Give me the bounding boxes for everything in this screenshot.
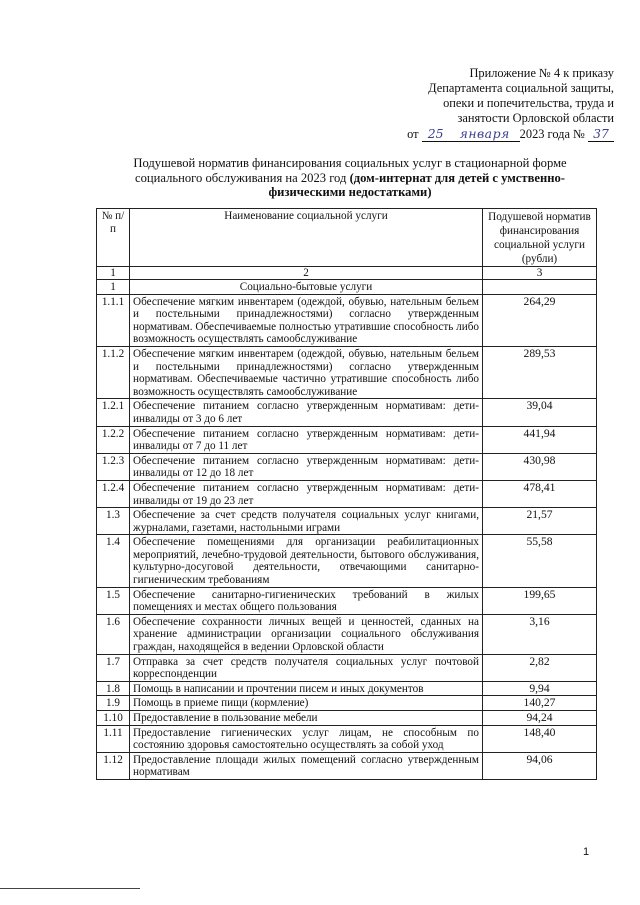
row-norm-value: 94,24 xyxy=(483,711,597,726)
date-prefix: от xyxy=(407,127,419,141)
section-empty-cell xyxy=(483,280,597,295)
date-suffix: 2023 года № xyxy=(519,127,585,141)
row-service-name: Предоставление гигиенических услуг лицам, не способным по состоянию здоровья самостоятельно осуществлять за собой уход xyxy=(130,725,483,752)
row-number: 1.6 xyxy=(97,614,130,654)
header-service-name: Наименование социальной услуги xyxy=(130,209,483,267)
row-service-name: Обеспечение помещениями для организации реабилитационных мероприятий, лечебно-трудовой деятельности, бытового обслуживания, культурно-досуговой деятельности, отвечающими санитарно-гигиеническим требованиям xyxy=(130,535,483,587)
row-number: 1.3 xyxy=(97,508,130,535)
row-norm-value: 2,82 xyxy=(483,654,597,681)
handwritten-order-number: 37 xyxy=(588,126,614,142)
row-norm-value: 430,98 xyxy=(483,453,597,480)
row-service-name: Обеспечение питанием согласно утвержденным нормативам: дети-инвалиды от 3 до 6 лет xyxy=(130,399,483,426)
row-norm-value: 478,41 xyxy=(483,480,597,507)
row-number: 1.1.2 xyxy=(97,346,130,398)
row-norm-value: 3,16 xyxy=(483,614,597,654)
row-number: 1.2.4 xyxy=(97,480,130,507)
row-number: 1.10 xyxy=(97,711,130,726)
row-service-name: Обеспечение санитарно-гигиенических требований в жилых помещениях и местах общего пользования xyxy=(130,587,483,614)
footer-divider xyxy=(0,888,140,889)
order-annex-header xyxy=(378,66,614,142)
table-row xyxy=(97,725,597,752)
table-row xyxy=(97,294,597,346)
row-norm-value: 55,58 xyxy=(483,535,597,587)
header-norm-value: Подушевой норматив финансирования социальной услуги (рубли) xyxy=(483,209,597,267)
table-row xyxy=(97,711,597,726)
table-row xyxy=(97,681,597,696)
row-number: 1.11 xyxy=(97,725,130,752)
row-norm-value: 39,04 xyxy=(483,399,597,426)
table-row xyxy=(97,399,597,426)
handwritten-day: 25 xyxy=(422,126,450,142)
annex-line-3: опеки и попечительства, труда и xyxy=(443,96,614,110)
table-row xyxy=(97,752,597,779)
table-row xyxy=(97,426,597,453)
annex-line-1: Приложение № 4 к приказу xyxy=(469,66,614,80)
annex-line-4: занятости Орловской области xyxy=(457,111,614,125)
row-number: 1.12 xyxy=(97,752,130,779)
row-number: 1.7 xyxy=(97,654,130,681)
table-row xyxy=(97,587,597,614)
order-date-line xyxy=(378,126,614,142)
section-title: Социально-бытовые услуги xyxy=(130,280,483,295)
row-norm-value: 289,53 xyxy=(483,346,597,398)
row-service-name: Помощь в приеме пищи (кормление) xyxy=(130,696,483,711)
table-row xyxy=(97,453,597,480)
row-number: 1.4 xyxy=(97,535,130,587)
annex-line-2: Департамента социальной защиты, xyxy=(428,81,614,95)
table-header-row xyxy=(97,209,597,267)
row-number: 1.2.2 xyxy=(97,426,130,453)
row-service-name: Отправка за счет средств получателя социальных услуг почтовой корреспонденции xyxy=(130,654,483,681)
table-row xyxy=(97,654,597,681)
row-service-name: Предоставление в пользование мебели xyxy=(130,711,483,726)
table-row xyxy=(97,535,597,587)
column-numbers-row xyxy=(97,267,597,280)
table-row xyxy=(97,346,597,398)
section-row xyxy=(97,280,597,295)
row-service-name: Обеспечение мягким инвентарем (одеждой, обувью, нательным бельем и постельными принадлежностями) согласно утвержденным нормативам. Обеспечиваемые полностью утратившие способность либо возможность осуществлять самообслуживание xyxy=(130,294,483,346)
table-row xyxy=(97,696,597,711)
row-number: 1.5 xyxy=(97,587,130,614)
column-number: 1 xyxy=(97,267,130,280)
row-number: 1.9 xyxy=(97,696,130,711)
row-service-name: Помощь в написании и прочтении писем и иных документов xyxy=(130,681,483,696)
row-service-name: Обеспечение мягким инвентарем (одеждой, обувью, нательным бельем и постельными принадлежностями) согласно утвержденным нормативам. Обеспечиваемые частично утратившие способность либо возможность осуществлять самообслуживание xyxy=(130,346,483,398)
row-service-name: Предоставление площади жилых помещений согласно утвержденным нормативам xyxy=(130,752,483,779)
row-number: 1.2.1 xyxy=(97,399,130,426)
table-row xyxy=(97,508,597,535)
row-service-name: Обеспечение за счет средств получателя социальных услуг книгами, журналами, газетами, настольными играми xyxy=(130,508,483,535)
document-title xyxy=(110,156,590,200)
row-norm-value: 199,65 xyxy=(483,587,597,614)
row-norm-value: 140,27 xyxy=(483,696,597,711)
header-number: № п/п xyxy=(97,209,130,267)
services-norm-table xyxy=(96,208,597,780)
row-service-name: Обеспечение питанием согласно утвержденным нормативам: дети-инвалиды от 19 до 23 лет xyxy=(130,480,483,507)
row-norm-value: 9,94 xyxy=(483,681,597,696)
row-service-name: Обеспечение питанием согласно утвержденным нормативам: дети-инвалиды от 12 до 18 лет xyxy=(130,453,483,480)
section-number: 1 xyxy=(97,280,130,295)
row-service-name: Обеспечение питанием согласно утвержденным нормативам: дети-инвалиды от 7 до 11 лет xyxy=(130,426,483,453)
row-norm-value: 21,57 xyxy=(483,508,597,535)
table-row xyxy=(97,480,597,507)
handwritten-month: января xyxy=(450,126,520,142)
row-norm-value: 264,29 xyxy=(483,294,597,346)
row-norm-value: 148,40 xyxy=(483,725,597,752)
row-number: 1.8 xyxy=(97,681,130,696)
table-row xyxy=(97,614,597,654)
row-norm-value: 441,94 xyxy=(483,426,597,453)
column-number: 3 xyxy=(483,267,597,280)
row-norm-value: 94,06 xyxy=(483,752,597,779)
title-line-1: Подушевой норматив финансирования социальных услуг в стационарной форме xyxy=(133,156,567,170)
row-number: 1.2.3 xyxy=(97,453,130,480)
row-number: 1.1.1 xyxy=(97,294,130,346)
title-line-2: социального обслуживания на 2023 год xyxy=(135,170,347,185)
page-number: 1 xyxy=(583,846,590,858)
column-number: 2 xyxy=(130,267,483,280)
row-service-name: Обеспечение сохранности личных вещей и ценностей, сданных на хранение администрации организации социального обслуживания граждан, находящейся в ведении Орловской области xyxy=(130,614,483,654)
title-line-3: (дом-интернат для детей с умственно-физическими недостатками) xyxy=(268,170,565,199)
